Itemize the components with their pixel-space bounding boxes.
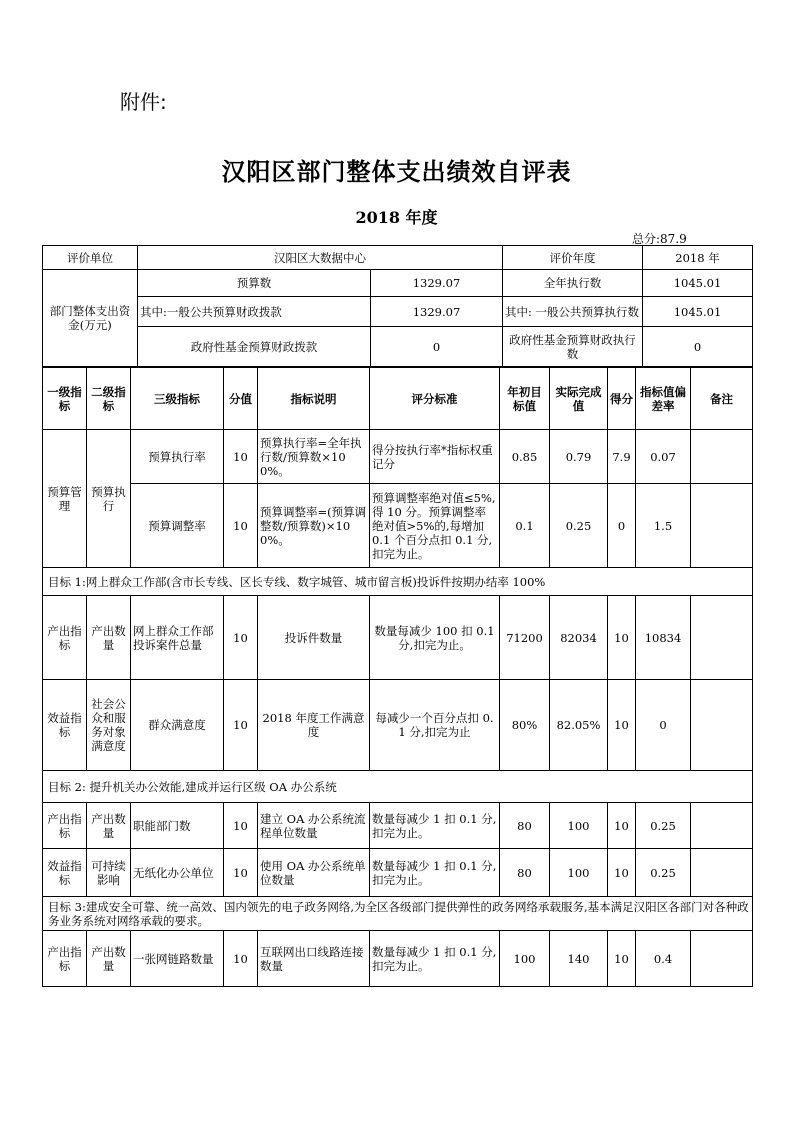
got-cell: 10 <box>608 803 636 849</box>
dev-cell: 0.25 <box>636 849 691 897</box>
goal-3-text: 目标 3:建成安全可靠、统一高效、国内领先的电子政务网络,为全区各级部门提供弹性的政务网络承载服务,基本满足汉阳区各部门对各种政务业务系统对网络承载的要求。 <box>43 897 753 931</box>
desc-cell: 使用 OA 办公系统单位数量 <box>258 849 370 897</box>
level1-cell: 产出指标 <box>43 596 87 680</box>
got-cell: 0 <box>608 484 636 568</box>
fund-budget-value: 0 <box>371 327 503 367</box>
level2-cell: 产出数量 <box>87 803 131 849</box>
got-cell: 10 <box>608 596 636 680</box>
fund-budget-label: 政府性基金预算财政拨款 <box>138 327 371 367</box>
actual-cell: 82.05% <box>550 680 608 771</box>
unit-label: 评价单位 <box>43 246 138 270</box>
dev-cell: 0.25 <box>636 803 691 849</box>
dev-cell: 0.07 <box>636 430 691 484</box>
got-cell: 10 <box>608 849 636 897</box>
actual-cell: 100 <box>550 803 608 849</box>
col-level3: 三级指标 <box>131 368 224 430</box>
target-cell: 0.85 <box>500 430 550 484</box>
target-cell: 80 <box>500 803 550 849</box>
score-cell: 10 <box>224 596 258 680</box>
standard-cell: 数量每减少 1 扣 0.1 分,扣完为止。 <box>370 803 500 849</box>
general-budget-value: 1329.07 <box>371 297 503 327</box>
exec-value: 1045.01 <box>643 270 753 297</box>
level3-cell: 无纸化办公单位 <box>131 849 224 897</box>
general-exec-label: 其中: 一般公共预算执行数 <box>503 297 643 327</box>
standard-cell: 数量每减少 1 扣 0.1 分,扣完为止。 <box>370 931 500 987</box>
level2-cell: 预算执行 <box>87 430 131 568</box>
col-level1: 一级指标 <box>43 368 87 430</box>
target-cell: 80% <box>500 680 550 771</box>
desc-cell: 互联网出口线路连接数量 <box>258 931 370 987</box>
report-year: 2018 年度 <box>355 208 438 227</box>
level2-cell: 可持续影响 <box>87 849 131 897</box>
got-cell: 10 <box>608 931 636 987</box>
level1-cell: 产出指标 <box>43 931 87 987</box>
table-row <box>43 484 753 568</box>
desc-cell: 预算调整率=(预算调整数/预算数)×100%。 <box>258 484 370 568</box>
standard-cell: 得分按执行率*指标权重记分 <box>370 430 500 484</box>
col-level2: 二级指标 <box>87 368 131 430</box>
level3-cell: 职能部门数 <box>131 803 224 849</box>
table-row <box>43 849 753 897</box>
year-value: 2018 年 <box>643 246 753 270</box>
level1-cell: 产出指标 <box>43 803 87 849</box>
score-cell: 10 <box>224 484 258 568</box>
score-cell: 10 <box>224 430 258 484</box>
fund-exec-value: 0 <box>643 327 753 367</box>
level2-cell: 社会公众和服务对象满意度 <box>87 680 131 771</box>
col-dev: 指标值偏差率 <box>636 368 691 430</box>
level2-cell: 产出数量 <box>87 931 131 987</box>
level1-cell: 效益指标 <box>43 849 87 897</box>
note-cell <box>691 931 753 987</box>
summary-table <box>42 245 753 367</box>
funds-label: 部门整体支出资金(万元) <box>43 270 138 367</box>
target-cell: 100 <box>500 931 550 987</box>
year-label: 评价年度 <box>503 246 643 270</box>
got-cell: 7.9 <box>608 430 636 484</box>
level1-cell: 预算管理 <box>43 430 87 568</box>
dev-cell: 0.4 <box>636 931 691 987</box>
score-cell: 10 <box>224 680 258 771</box>
table-row <box>43 596 753 680</box>
standard-cell: 预算调整率绝对值≤5%,得 10 分。预算调整率绝对值>5%的,每增加 0.1 个百分点扣 0.1 分,扣完为止。 <box>370 484 500 568</box>
general-budget-label: 其中:一般公共预算财政拨款 <box>138 297 371 327</box>
table-row <box>43 803 753 849</box>
budget-label: 预算数 <box>138 270 371 297</box>
standard-cell: 每减少一个百分点扣 0.1 分,扣完为止 <box>370 680 500 771</box>
score-cell: 10 <box>224 803 258 849</box>
note-cell <box>691 849 753 897</box>
note-cell <box>691 484 753 568</box>
dev-cell: 0 <box>636 680 691 771</box>
level3-cell: 预算调整率 <box>131 484 224 568</box>
actual-cell: 82034 <box>550 596 608 680</box>
general-exec-value: 1045.01 <box>643 297 753 327</box>
desc-cell: 预算执行率=全年执行数/预算数×100%。 <box>258 430 370 484</box>
level2-cell: 产出数量 <box>87 596 131 680</box>
actual-cell: 0.25 <box>550 484 608 568</box>
col-note: 备注 <box>691 368 753 430</box>
table-row <box>43 931 753 987</box>
target-cell: 80 <box>500 849 550 897</box>
table-row <box>43 430 753 484</box>
goal-2-text: 目标 2: 提升机关办公效能,建成并运行区级 OA 办公系统 <box>43 771 753 803</box>
unit-value: 汉阳区大数据中心 <box>138 246 503 270</box>
page-title: 汉阳区部门整体支出绩效自评表 <box>221 157 572 186</box>
level3-cell: 预算执行率 <box>131 430 224 484</box>
level3-cell: 一张网链路数量 <box>131 931 224 987</box>
score-cell: 10 <box>224 849 258 897</box>
col-desc: 指标说明 <box>258 368 370 430</box>
desc-cell: 投诉件数量 <box>258 596 370 680</box>
attachment-label: 附件: <box>120 90 167 114</box>
desc-cell: 2018 年度工作满意度 <box>258 680 370 771</box>
col-target: 年初目标值 <box>500 368 550 430</box>
col-actual: 实际完成值 <box>550 368 608 430</box>
desc-cell: 建立 OA 办公系统流程单位数量 <box>258 803 370 849</box>
actual-cell: 100 <box>550 849 608 897</box>
target-cell: 71200 <box>500 596 550 680</box>
level3-cell: 网上群众工作部投诉案件总量 <box>131 596 224 680</box>
level3-cell: 群众满意度 <box>131 680 224 771</box>
note-cell <box>691 803 753 849</box>
actual-cell: 0.79 <box>550 430 608 484</box>
standard-cell: 数量每减少 1 扣 0.1 分,扣完为止。 <box>370 849 500 897</box>
note-cell <box>691 680 753 771</box>
note-cell <box>691 596 753 680</box>
total-score: 总分:87.9 <box>632 232 687 246</box>
col-got: 得分 <box>608 368 636 430</box>
indicator-table <box>42 367 753 987</box>
fund-exec-label: 政府性基金预算财政执行数 <box>503 327 643 367</box>
budget-value: 1329.07 <box>371 270 503 297</box>
actual-cell: 140 <box>550 931 608 987</box>
dev-cell: 10834 <box>636 596 691 680</box>
table-row <box>43 680 753 771</box>
got-cell: 10 <box>608 680 636 771</box>
exec-label: 全年执行数 <box>503 270 643 297</box>
note-cell <box>691 430 753 484</box>
col-score: 分值 <box>224 368 258 430</box>
score-cell: 10 <box>224 931 258 987</box>
standard-cell: 数量每减少 100 扣 0.1 分,扣完为止。 <box>370 596 500 680</box>
target-cell: 0.1 <box>500 484 550 568</box>
col-standard: 评分标准 <box>370 368 500 430</box>
dev-cell: 1.5 <box>636 484 691 568</box>
level1-cell: 效益指标 <box>43 680 87 771</box>
goal-1-text: 目标 1:网上群众工作部(含市长专线、区长专线、数字城管、城市留言板)投诉件按期办结率 100% <box>43 568 753 596</box>
